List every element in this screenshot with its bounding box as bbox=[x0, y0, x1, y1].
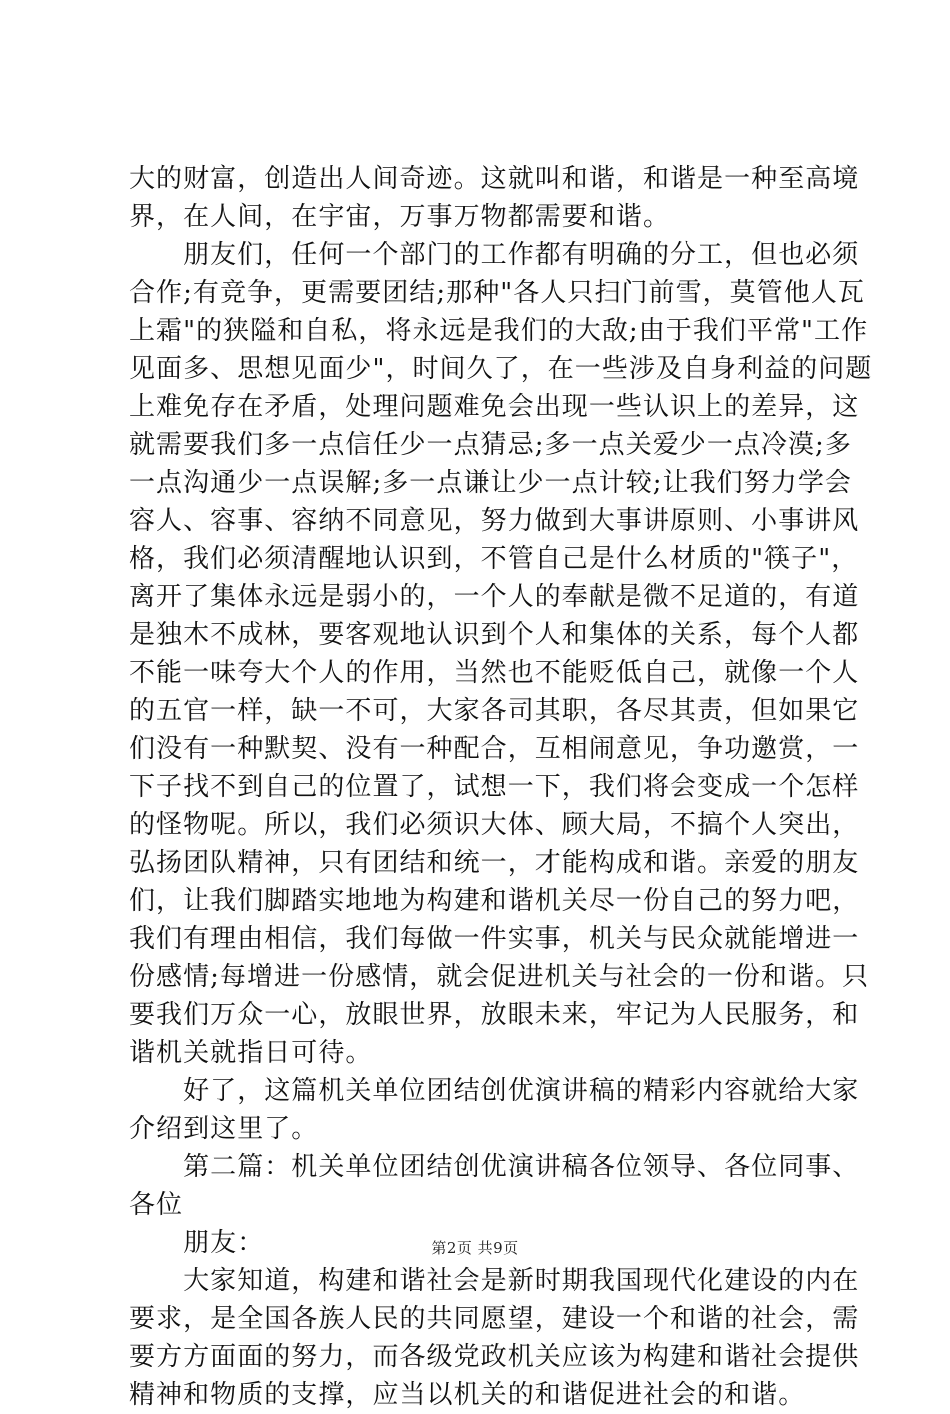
text-line: 精神和物质的支撑，应当以机关的和谐促进社会的和谐。 bbox=[129, 1380, 806, 1410]
text-line: 要求，是全国各族人民的共同愿望，建设一个和谐的社会，需 bbox=[129, 1304, 860, 1334]
text-line: 要方方面面的努力，而各级党政机关应该为构建和谐社会提供 bbox=[129, 1342, 860, 1372]
text-line: 下子找不到自己的位置了，试想一下，我们将会变成一个怎样 bbox=[129, 772, 860, 802]
text-line: 容人、容事、容纳不同意见，努力做到大事讲原则、小事讲风 bbox=[129, 506, 860, 536]
text-line: 就需要我们多一点信任少一点猜忌;多一点关爱少一点冷漠;多 bbox=[129, 430, 852, 460]
text-line: 谐机关就指日可待。 bbox=[129, 1038, 373, 1068]
text-line: 的怪物呢。所以，我们必须识大体、顾大局，不搞个人突出， bbox=[129, 810, 860, 840]
text-line: 大家知道，构建和谐社会是新时期我国现代化建设的内在 bbox=[129, 1266, 860, 1296]
text-line: 大的财富，创造出人间奇迹。这就叫和谐，和谐是一种至高境 bbox=[129, 164, 860, 194]
text-line: 们，让我们脚踏实地地为构建和谐机关尽一份自己的努力吧， bbox=[129, 886, 860, 916]
text-line: 是独木不成林，要客观地认识到个人和集体的关系，每个人都 bbox=[129, 620, 860, 650]
text-line: 介绍到这里了。 bbox=[129, 1114, 319, 1144]
text-line: 第二篇：机关单位团结创优演讲稿各位领导、各位同事、 bbox=[129, 1152, 860, 1182]
text-line: 界，在人间，在宇宙，万事万物都需要和谐。 bbox=[129, 202, 671, 232]
text-line: 的五官一样，缺一不可，大家各司其职，各尽其责，但如果它 bbox=[129, 696, 860, 726]
text-line: 见面多、思想见面少"，时间久了，在一些涉及自身利益的问题 bbox=[129, 354, 873, 384]
text-line: 合作;有竞争，更需要团结;那种"各人只扫门前雪，莫管他人瓦 bbox=[129, 278, 865, 308]
text-line: 弘扬团队精神，只有团结和统一，才能构成和谐。亲爱的朋友 bbox=[129, 848, 860, 878]
text-line: 份感情;每增进一份感情，就会促进机关与社会的一份和谐。只 bbox=[129, 962, 870, 992]
text-line: 上难免存在矛盾，处理问题难免会出现一些认识上的差异，这 bbox=[129, 392, 860, 422]
text-line: 好了，这篇机关单位团结创优演讲稿的精彩内容就给大家 bbox=[129, 1076, 860, 1106]
text-line: 们没有一种默契、没有一种配合，互相闹意见，争功邀赏，一 bbox=[129, 734, 860, 764]
text-line: 一点沟通少一点误解;多一点谦让少一点计较;让我们努力学会 bbox=[129, 468, 852, 498]
page-indicator: 第2页 共9页 bbox=[431, 1239, 519, 1257]
text-line: 各位 bbox=[129, 1190, 184, 1220]
text-line: 要我们万众一心，放眼世界，放眼未来，牢记为人民服务，和 bbox=[129, 1000, 860, 1030]
text-line: 不能一味夸大个人的作用，当然也不能贬低自己，就像一个人 bbox=[129, 658, 860, 688]
document-body bbox=[129, 160, 873, 1414]
text-line: 格，我们必须清醒地认识到，不管自己是什么材质的"筷子"， bbox=[129, 544, 859, 574]
text-line: 朋友们，任何一个部门的工作都有明确的分工，但也必须 bbox=[129, 240, 860, 270]
text-line: 离开了集体永远是弱小的，一个人的奉献是微不足道的，有道 bbox=[129, 582, 860, 612]
text-line: 朋友： bbox=[129, 1228, 265, 1258]
text-line: 上霜"的狭隘和自私，将永远是我们的大敌;由于我们平常"工作 bbox=[129, 316, 869, 346]
text-line: 我们有理由相信，我们每做一件实事，机关与民众就能增进一 bbox=[129, 924, 860, 954]
